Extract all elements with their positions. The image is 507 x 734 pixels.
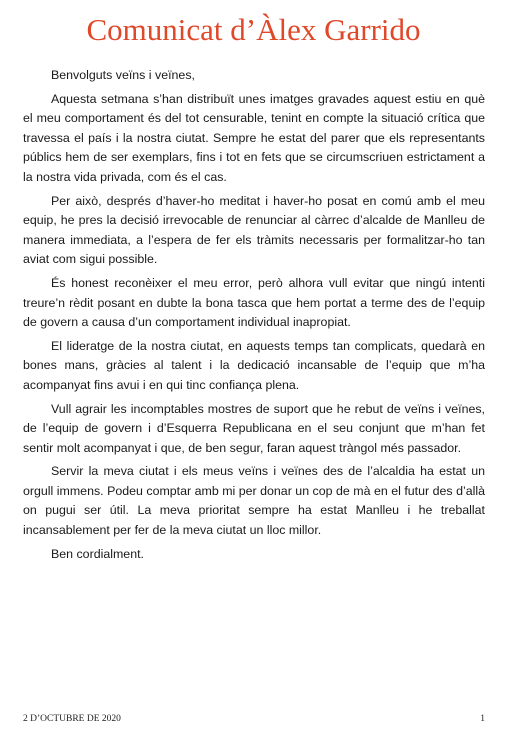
body-paragraph: Per això, després d’haver-ho meditat i haver-ho posat en comú amb el meu equip, he pres la decisió irrevocable de renunciar al càrrec d’alcalde de Manlleu de manera immediata, a l’espera de fer els tràmits necessaris per formalitzar-ho tan aviat com sigui possible. (23, 193, 485, 267)
document-body (23, 66, 485, 568)
page-footer (23, 714, 485, 724)
body-paragraph: És honest reconèixer el meu error, però alhora vull evitar que ningú intenti treure’n rèdit posant en dubte la bona tasca que hem portat a terme des de l’equip de govern a causa d’un comportament individual inapropiat. (23, 275, 485, 330)
salutation: Benvolguts veïns i veïnes, (51, 68, 195, 82)
footer-date: 2 D’OCTUBRE DE 2020 (23, 714, 121, 724)
body-paragraph: El lideratge de la nostra ciutat, en aquests temps tan complicats, quedarà en bones mans, gràcies al talent i la dedicació incansable de l’equip que m’ha acompanyat fins avui i en qui tinc confiança plena. (23, 338, 485, 392)
page-number: 1 (480, 714, 485, 724)
document-title: Comunicat d’Àlex Garrido (86, 12, 421, 47)
body-paragraph: Servir la meva ciutat i els meus veïns i veïnes des de l’alcaldia ha estat un orgull immens. Podeu comptar amb mi per donar un cop de mà en el futur des d’allà on pugui ser útil. La meva prioritat sempre ha estat Manlleu i he treballat incansablement per fer de la meva ciutat un lloc millor. (23, 464, 485, 538)
body-paragraph: Vull agrair les incomptables mostres de suport que he rebut de veïns i veïnes, de l’equip de govern i d’Esquerra Republicana en el seu conjunt que m’han fet sentir molt acompanyat i que, de ben segur, faran aquest tràngol més passador. (23, 401, 485, 455)
closing: Ben cordialment. (51, 546, 144, 561)
body-paragraph: Aquesta setmana s’han distribuït unes imatges gravades aquest estiu en què el meu comportament és del tot censurable, tenint en compte la situació crítica que travessa el país i la nostra ciutat. Sempre he estat del parer que els representants públics hem de ser exemplars, fins i tot en fets que se circumscriuen estrictament a la nostra vida privada, com és el cas. (23, 91, 485, 184)
